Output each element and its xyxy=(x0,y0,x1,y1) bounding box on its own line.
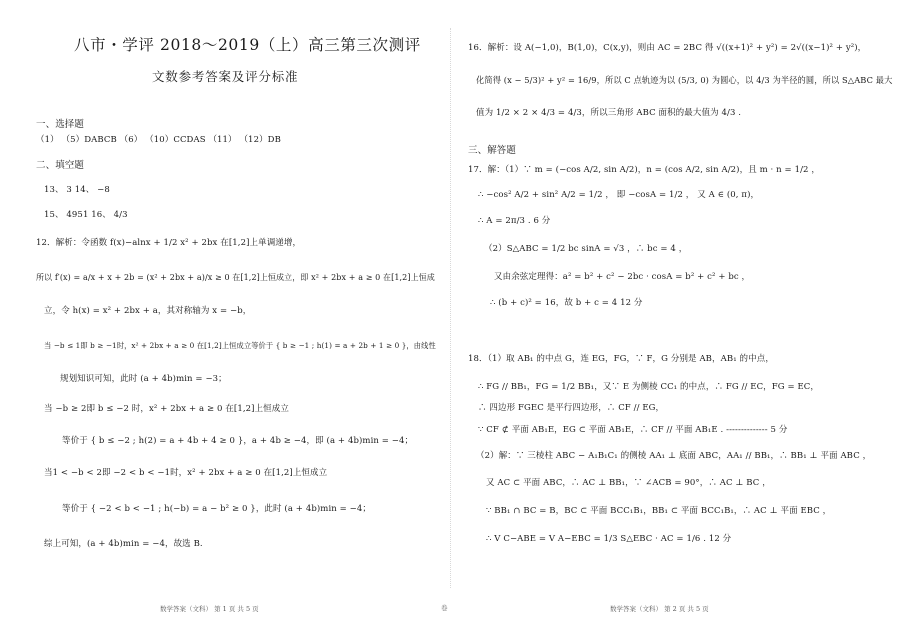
choice-answers: （1） （5）DABCB （6） （10）CCDAS （11） （12）DB xyxy=(36,135,281,145)
answer-line: 当1 < −b < 2即 −2 < b < −1时，x² + 2bx + a ≥ 0 在[1,2]上恒成立 xyxy=(44,468,328,478)
answer-line: 当 −b ≥ 2即 b ≤ −2 时，x² + 2bx + a ≥ 0 在[1,2]上恒成立 xyxy=(44,404,289,414)
answer-line: 等价于 { b ≤ −2 ; h(2) = a + 4b + 4 ≥ 0 }，a + 4b ≥ −4，即 (a + 4b)min = −4； xyxy=(62,436,414,446)
section-heading-fill: 二、填空题 xyxy=(36,160,85,171)
answer-line: 立，令 h(x) = x² + 2bx + a，其对称轴为 x = −b， xyxy=(44,306,252,316)
answer-line: 16．解析：设 A(−1,0)，B(1,0)，C(x,y)，则由 AC = 2BC 得 √((x+1)² + y²) = 2√((x−1)² + y²)， xyxy=(468,43,867,53)
page-footer: 数学答案（文科） 第 2 页 共 5 页 xyxy=(610,605,709,613)
gutter-mark: 卷 xyxy=(441,604,448,612)
answer-line: 化简得 (x − 5/3)² + y² = 16/9，所以 C 点轨迹为以 (5/3, 0) 为圆心，以 4/3 为半径的圆，所以 S△ABC 最大 xyxy=(476,75,893,85)
answer-line: ∴ A = 2π/3 . 6 分 xyxy=(478,216,551,226)
answer-line: ∵ BB₁ ∩ BC = B，BC ⊂ 平面 BCC₁B₁，BB₁ ⊂ 平面 BCC₁B₁，∴ AC ⊥ 平面 EBC ， xyxy=(486,506,832,516)
page-footer: 数学答案（文科） 第 1 页 共 5 页 xyxy=(160,605,259,613)
section-heading-solutions: 三、解答题 xyxy=(468,145,517,156)
answer-line: 综上可知，(a + 4b)min = −4，故选 B. xyxy=(44,539,203,549)
answer-line: 等价于 { −2 < b < −1 ; h(−b) = a − b² ≥ 0 }，此时 (a + 4b)min = −4； xyxy=(62,504,371,514)
answer-page-right xyxy=(450,0,900,635)
answer-line: （2）S△ABC = 1/2 bc sinA = √3 ，∴ bc = 4 ， xyxy=(484,244,688,254)
answer-line: 又由余弦定理得：a² = b² + c² − 2bc · cosA = b² + c² + bc ， xyxy=(494,272,751,282)
answer-line: ∴ −cos² A/2 + sin² A/2 = 1/2 ， 即 −cosA = 1/2 ， 又 A ∈ (0, π)， xyxy=(478,190,760,200)
document-title: 八市・学评 2018～2019（上）高三第三次测评 xyxy=(74,36,421,54)
answer-line: ∴ V C−ABE = V A−EBC = 1/3 S△EBC · AC = 1/6 . 12 分 xyxy=(486,534,732,544)
answer-line: 17．解：（1）∵ m = (−cos A/2, sin A/2)，n = (cos A/2, sin A/2)，且 m · n = 1/2 ， xyxy=(468,165,820,175)
answer-line: ∴ FG // BB₁，FG = 1/2 BB₁，又∵ E 为侧棱 CC₁ 的中点，∴ FG // EC，FG = EC， xyxy=(478,382,820,392)
answer-line: 18．（1）取 AB₁ 的中点 G，连 EG，FG，∵ F，G 分别是 AB，AB₁ 的中点， xyxy=(468,354,774,364)
answer-line: 规划知识可知，此时 (a + 4b)min = −3； xyxy=(60,374,227,384)
answer-line: ∴ (b + c)² = 16，故 b + c = 4 12 分 xyxy=(490,298,643,308)
section-heading-choice: 一、选择题 xyxy=(36,119,85,130)
document-subtitle: 文数参考答案及评分标准 xyxy=(152,69,299,84)
answer-line: ∵ CF ⊄ 平面 AB₁E，EG ⊂ 平面 AB₁E，∴ CF // 平面 AB₁E . -------------- 5 分 xyxy=(478,425,788,435)
answer-line: （2）解：∵ 三棱柱 ABC − A₁B₁C₁ 的侧棱 AA₁ ⊥ 底面 ABC，AA₁ // BB₁，∴ BB₁ ⊥ 平面 ABC ， xyxy=(476,451,872,461)
answer-line: 值为 1/2 × 2 × 4/3 = 4/3，所以三角形 ABC 面积的最大值为 4/3 . xyxy=(476,108,742,118)
answer-line: 当 −b ≤ 1即 b ≥ −1时，x² + 2bx + a ≥ 0 在[1,2]上恒成立等价于 { b ≥ −1 ; h(1) = a + 2b + 1 ≥ 0 }，由线性 xyxy=(44,341,436,350)
answer-line: 12．解析：令函数 f(x)−alnx + 1/2 x² + 2bx 在[1,2]上单调递增， xyxy=(36,238,302,248)
answer-line: 13、 3 14、 −8 xyxy=(44,185,110,195)
answer-line: 所以 f′(x) = a/x + x + 2b = (x² + 2bx + a)/x ≥ 0 在[1,2]上恒成立，即 x² + 2bx + a ≥ 0 在[1,2]上恒成 xyxy=(36,273,435,282)
answer-line: 15、 4951 16、 4/3 xyxy=(44,210,128,220)
answer-line: ∴ 四边形 FGEC 是平行四边形，∴ CF // EG， xyxy=(478,403,665,413)
answer-line: 又 AC ⊂ 平面 ABC，∴ AC ⊥ BB₁，∵ ∠ACB = 90°，∴ AC ⊥ BC ， xyxy=(486,478,771,488)
